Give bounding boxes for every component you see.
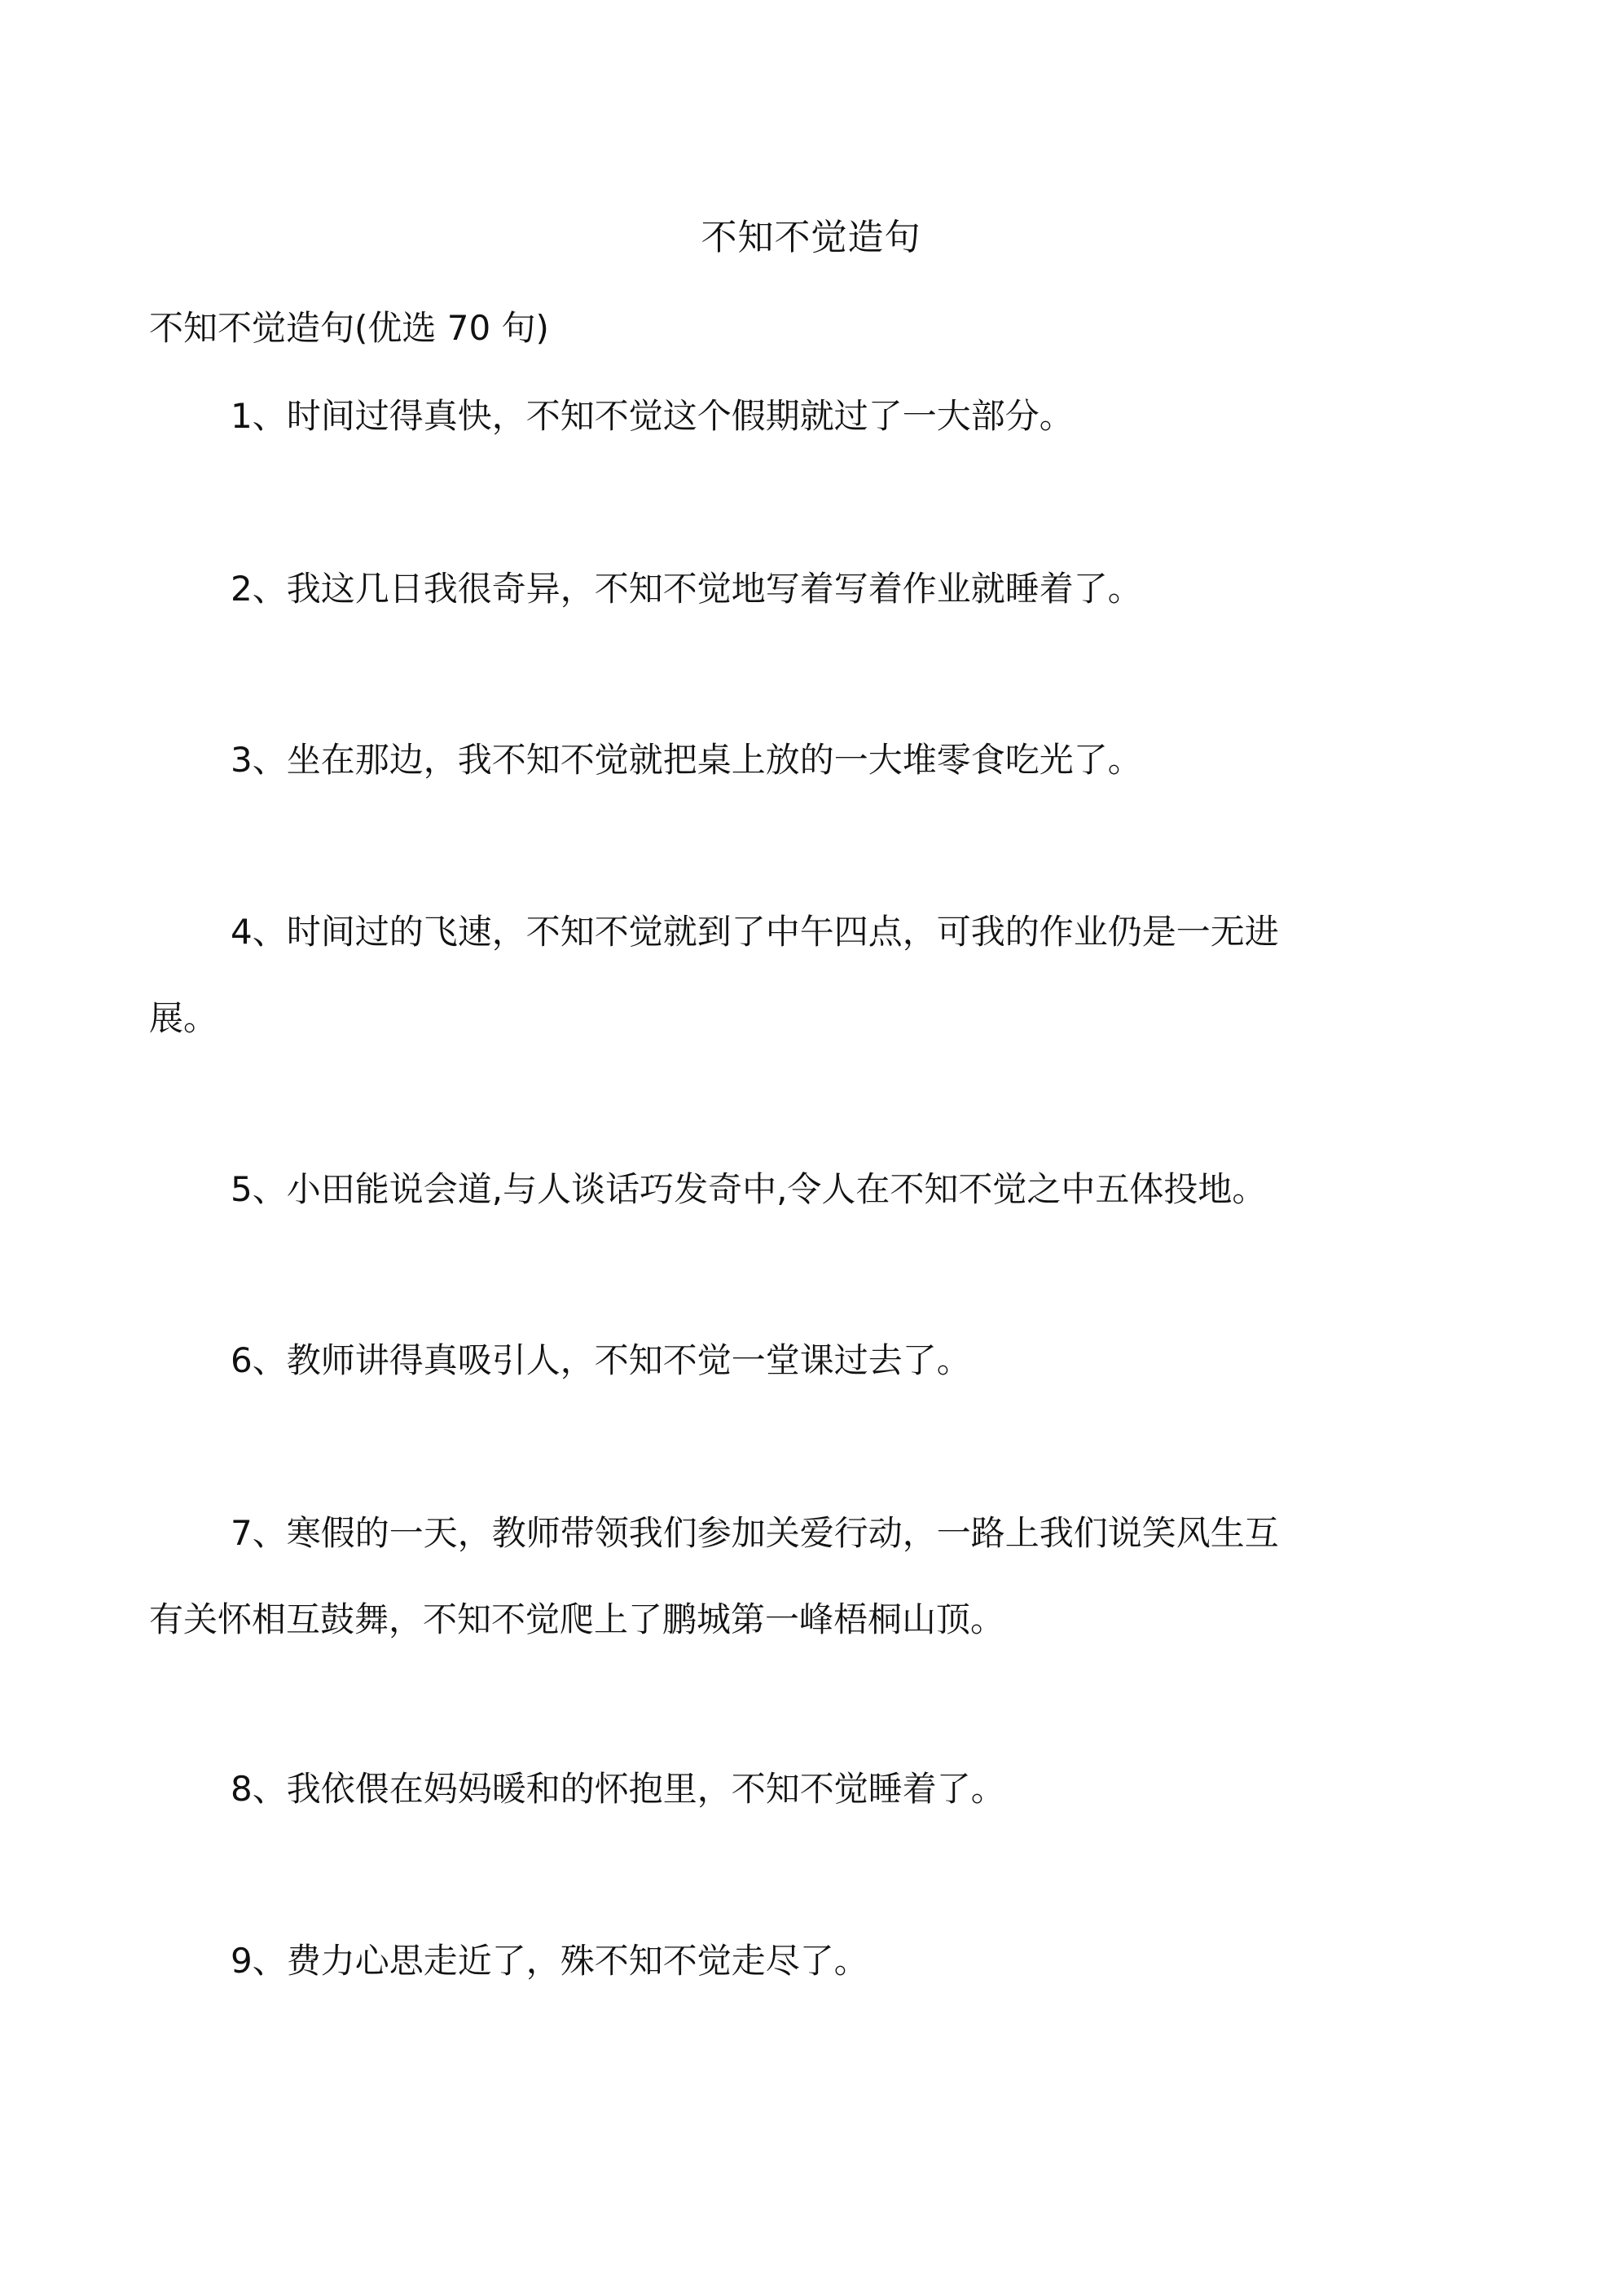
sentence-5	[149, 1165, 1387, 1214]
sentence-line: 6、教师讲得真吸引人，不知不觉一堂课过去了。	[231, 1340, 971, 1380]
document-subtitle: 不知不觉造句(优选 70 句)	[149, 308, 549, 348]
sentence-line: 3、坐在那边，我不知不觉就把桌上放的一大堆零食吃光了。	[231, 740, 1142, 780]
sentence-1	[149, 392, 1387, 441]
sentence-line-continued: 展。	[149, 998, 218, 1038]
sentence-6	[149, 1336, 1387, 1385]
sentence-4	[149, 908, 1387, 1038]
document-title: 不知不觉造句	[701, 217, 921, 258]
sentence-line: 9、费力心思走近了，殊不知不觉走尽了。	[231, 1941, 868, 1981]
sentence-line: 4、时间过的飞速，不知不觉就到了中午四点，可我的作业仍是一无进	[231, 912, 1279, 952]
sentence-line: 7、寒假的一天，教师带领我们参加关爱行动，一路上我们说笑风生互	[231, 1513, 1279, 1553]
sentence-3	[149, 736, 1387, 785]
sentence-7	[149, 1509, 1387, 1639]
sentence-line-continued: 有关怀相互鼓舞，不知不觉爬上了鹏城第一峰梧桐山顶。	[149, 1599, 1005, 1639]
sentence-8	[149, 1765, 1387, 1814]
sentence-2	[149, 565, 1387, 614]
sentence-line: 1、时间过得真快，不知不觉这个假期就过了一大部分。	[231, 396, 1074, 436]
sentence-line: 2、我这几日我很奇异，不知不觉地写着写着作业就睡着了。	[231, 569, 1142, 609]
sentence-line: 8、我依偎在妈妈暖和的怀抱里，不知不觉睡着了。	[231, 1769, 1005, 1809]
sentence-9	[149, 1937, 1387, 1986]
sentence-line: 5、小田能说会道,与人谈话巧发奇中,令人在不知不觉之中五体投地。	[231, 1169, 1267, 1209]
